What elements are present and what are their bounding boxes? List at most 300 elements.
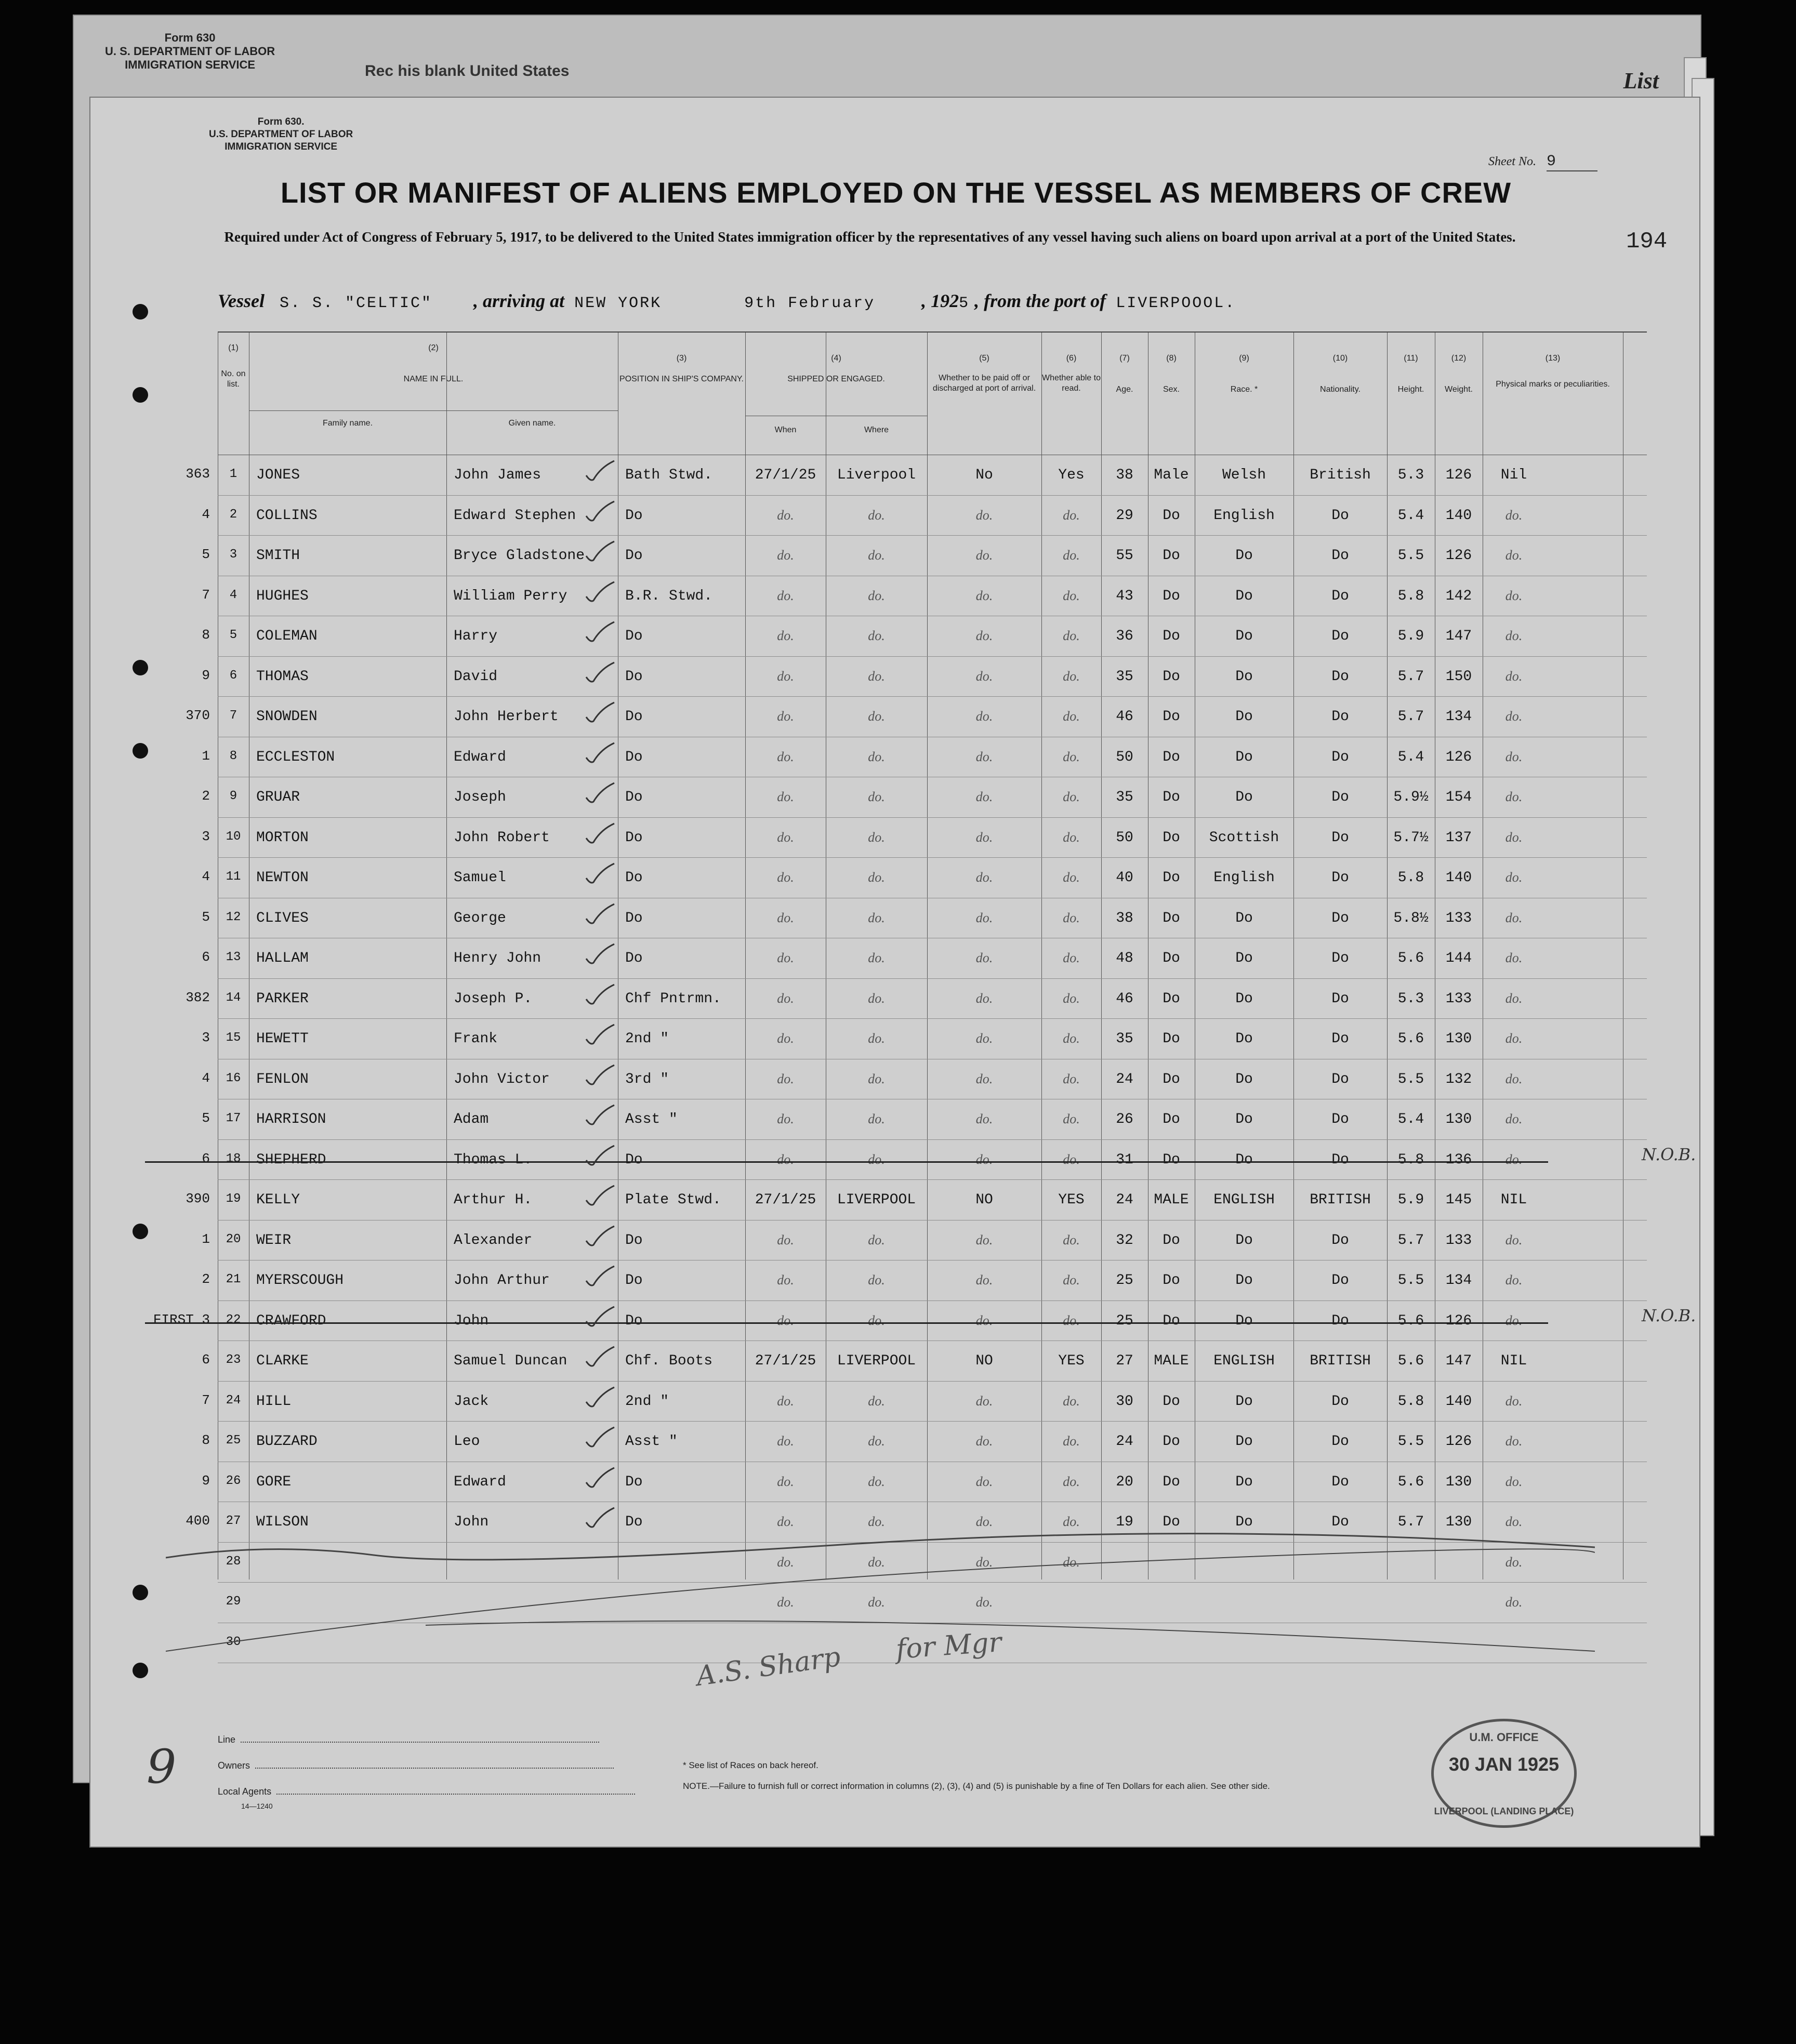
check-mark-icon — [584, 581, 615, 604]
back-form-header — [105, 31, 275, 72]
cell-read: do. — [1063, 668, 1080, 684]
cell-sex: Do — [1163, 1514, 1180, 1530]
header-read — [1041, 353, 1101, 394]
cell-height: 5.8½ — [1393, 910, 1429, 926]
cell-where: do. — [868, 950, 885, 965]
check-mark-icon — [584, 903, 615, 926]
cell-sex: Do — [1163, 990, 1180, 1007]
header-shipped-num: (4) — [831, 354, 841, 363]
cell-no: 15 — [226, 1031, 241, 1045]
cell-read: YES — [1058, 1192, 1085, 1208]
cell-when: 27/1/25 — [755, 1353, 816, 1369]
cell-read: do. — [1063, 588, 1080, 603]
cell-nationality: Do — [1331, 628, 1349, 644]
cell-marks: do. — [1505, 1232, 1523, 1247]
cell-position: Do — [625, 870, 643, 886]
header-sex — [1148, 353, 1195, 395]
cell-height: 5.6 — [1397, 1474, 1424, 1490]
cell-read: do. — [1063, 628, 1080, 643]
margin-number: 8 — [202, 1432, 210, 1448]
signature: A.S. Sharp — [694, 1641, 842, 1693]
margin-number: 6 — [202, 1150, 210, 1166]
cell-where: do. — [868, 588, 885, 603]
row-rule — [218, 535, 1647, 536]
cell-read: do. — [1063, 709, 1080, 724]
cell-race: Do — [1235, 1071, 1253, 1087]
cell-height: 5.9½ — [1393, 789, 1429, 805]
cell-given: Arthur H. — [454, 1192, 533, 1208]
cell-given: John James — [454, 467, 542, 483]
cell-age: 31 — [1116, 1151, 1133, 1168]
cell-paid: do. — [975, 749, 993, 764]
cell-race: Do — [1235, 1312, 1253, 1329]
cell-height: 5.6 — [1397, 1031, 1424, 1047]
cell-age: 25 — [1116, 1312, 1133, 1329]
cell-read: do. — [1063, 1232, 1080, 1247]
cell-position: B.R. Stwd. — [625, 588, 713, 604]
header-when: When — [774, 426, 797, 434]
cell-age: 38 — [1116, 467, 1133, 483]
cell-age: 35 — [1116, 1031, 1133, 1047]
cell-sex: Do — [1163, 749, 1180, 765]
cell-where: do. — [868, 1595, 885, 1610]
cell-read: do. — [1063, 1312, 1080, 1328]
back-form-no: Form 630 — [164, 31, 216, 44]
cell-weight: 130 — [1445, 1031, 1472, 1047]
cell-no: 14 — [226, 990, 241, 1005]
cell-no: 8 — [229, 749, 237, 763]
cell-family: HEWETT — [256, 1031, 309, 1047]
cell-sex: Do — [1163, 910, 1180, 926]
cell-weight: 154 — [1445, 789, 1472, 805]
cell-where: do. — [868, 1111, 885, 1126]
form-code: 14—1240 — [241, 1802, 273, 1810]
cell-race: Do — [1235, 709, 1253, 725]
cell-height: 5.7 — [1397, 709, 1424, 725]
cell-position: Do — [625, 829, 643, 846]
cell-family: SHEPHERD — [256, 1151, 326, 1168]
cell-family: HALLAM — [256, 950, 309, 966]
cell-age: 36 — [1116, 628, 1133, 644]
cell-given: John — [454, 1514, 489, 1530]
cell-read: do. — [1063, 870, 1080, 885]
cell-sex: Do — [1163, 628, 1180, 644]
cell-age: 24 — [1116, 1071, 1133, 1087]
cell-sex: MALE — [1154, 1192, 1189, 1208]
cell-paid: do. — [975, 668, 993, 684]
cell-weight: 137 — [1445, 829, 1472, 846]
cell-height: 5.6 — [1397, 950, 1424, 966]
cell-weight: 126 — [1445, 548, 1472, 564]
cell-no: 19 — [226, 1192, 241, 1206]
date-stamp — [1431, 1719, 1577, 1828]
cell-position: Do — [625, 1151, 643, 1168]
cell-sex: Do — [1163, 789, 1180, 805]
cell-height: 5.7 — [1397, 1514, 1424, 1530]
cell-marks: do. — [1505, 950, 1523, 965]
header-weight-label: Weight. — [1445, 385, 1473, 394]
cell-no: 16 — [226, 1071, 241, 1085]
header-height-num: (11) — [1404, 354, 1418, 363]
cell-race: Do — [1235, 1514, 1253, 1530]
cell-race: Do — [1235, 1474, 1253, 1490]
cell-nationality: Do — [1331, 507, 1349, 524]
cell-when: 27/1/25 — [755, 467, 816, 483]
cell-marks: do. — [1505, 1474, 1523, 1489]
cell-race: Do — [1235, 628, 1253, 644]
cell-race: Do — [1235, 668, 1253, 685]
cell-weight: 126 — [1445, 1434, 1472, 1450]
cell-nationality: Do — [1331, 1272, 1349, 1289]
cell-family: BUZZARD — [256, 1434, 318, 1450]
cell-read: do. — [1063, 829, 1080, 845]
cell-race: ENGLISH — [1213, 1192, 1275, 1208]
cell-nationality: Do — [1331, 1111, 1349, 1127]
cell-paid: do. — [975, 1232, 993, 1247]
check-mark-icon — [584, 500, 615, 523]
cell-nationality: Do — [1331, 1031, 1349, 1047]
cell-no: 9 — [229, 789, 237, 803]
cell-nationality: Do — [1331, 1232, 1349, 1249]
cell-marks: do. — [1505, 507, 1523, 523]
cell-marks: do. — [1505, 1554, 1523, 1570]
cell-no: 13 — [226, 950, 241, 964]
cell-race: Scottish — [1209, 829, 1279, 846]
cell-given: Jack — [454, 1393, 489, 1410]
cell-paid: NO — [975, 1353, 993, 1369]
arrival-date: 9th February — [744, 295, 876, 312]
margin-number: 400 — [186, 1513, 210, 1529]
header-position-label: POSITION IN SHIP'S COMPANY. — [619, 375, 744, 383]
cell-given: John Arthur — [454, 1272, 550, 1289]
void-lines — [166, 1532, 1595, 1740]
cell-given: David — [454, 668, 498, 685]
cell-paid: do. — [975, 1595, 993, 1610]
cell-read: do. — [1063, 1111, 1080, 1126]
check-mark-icon — [584, 1507, 615, 1530]
margin-number: 363 — [186, 466, 210, 482]
row-rule — [218, 1421, 1647, 1422]
cell-nationality: Do — [1331, 990, 1349, 1007]
margin-number: 5 — [202, 909, 210, 925]
cell-when: do. — [777, 1272, 794, 1288]
cell-age: 35 — [1116, 789, 1133, 805]
sheet-label: Sheet No. — [1488, 155, 1536, 168]
header-nationality — [1293, 353, 1387, 395]
vessel-line — [218, 290, 1236, 312]
row-rule — [218, 978, 1647, 979]
margin-number: 5 — [202, 1110, 210, 1126]
cell-when: do. — [777, 1434, 794, 1449]
cell-age: 50 — [1116, 829, 1133, 846]
cell-where: do. — [868, 1312, 885, 1328]
header-rule — [249, 410, 618, 411]
header-marks-num: (13) — [1545, 354, 1561, 363]
margin-number: 3 — [202, 1030, 210, 1045]
cell-race: Welsh — [1222, 467, 1266, 483]
cell-no: 12 — [226, 910, 241, 924]
cell-position: Do — [625, 1312, 643, 1329]
cell-where: do. — [868, 1151, 885, 1167]
cell-weight: 126 — [1445, 467, 1472, 483]
check-mark-icon — [584, 943, 615, 966]
cell-position: Do — [625, 950, 643, 966]
cell-marks: do. — [1505, 1151, 1523, 1167]
cell-weight: 130 — [1445, 1474, 1472, 1490]
cell-marks: NIL — [1500, 1353, 1527, 1369]
cell-where: do. — [868, 829, 885, 845]
cell-race: Do — [1235, 990, 1253, 1007]
header-position-num: (3) — [676, 354, 687, 363]
cell-family: NEWTON — [256, 870, 309, 886]
cell-age: 40 — [1116, 870, 1133, 886]
strike-through — [145, 1161, 1548, 1163]
cell-read: do. — [1063, 1393, 1080, 1409]
cell-read: do. — [1063, 1151, 1080, 1167]
cell-marks: do. — [1505, 910, 1523, 925]
check-mark-icon — [584, 862, 615, 885]
check-mark-icon — [584, 1467, 615, 1490]
cell-read: do. — [1063, 1071, 1080, 1086]
race-note: * See list of Races on back hereof. — [683, 1760, 818, 1770]
cell-where: do. — [868, 1071, 885, 1086]
cell-marks: do. — [1505, 1514, 1523, 1529]
cell-nationality: Do — [1331, 588, 1349, 604]
cell-position: Plate Stwd. — [625, 1192, 721, 1208]
cell-height: 5.8 — [1397, 1151, 1424, 1168]
cell-paid: do. — [975, 1514, 993, 1529]
cell-no: 7 — [229, 709, 237, 723]
cell-paid: do. — [975, 910, 993, 925]
cell-nationality: Do — [1331, 1312, 1349, 1329]
margin-number: 370 — [186, 708, 210, 723]
check-mark-icon — [584, 1024, 615, 1046]
cell-height: 5.5 — [1397, 1434, 1424, 1450]
cell-marks: do. — [1505, 990, 1523, 1006]
cell-no: 30 — [226, 1635, 241, 1649]
cell-race: ENGLISH — [1213, 1353, 1275, 1369]
cell-marks: do. — [1505, 1312, 1523, 1328]
margin-number: 7 — [202, 587, 210, 603]
cell-where: do. — [868, 628, 885, 643]
cell-weight: 133 — [1445, 1232, 1472, 1249]
cell-nationality: Do — [1331, 1393, 1349, 1410]
from-label: , from the port of — [974, 290, 1106, 311]
vessel-name: S. S. "CELTIC" — [280, 295, 433, 312]
cell-read: do. — [1063, 990, 1080, 1006]
cell-when: do. — [777, 588, 794, 603]
cell-when: do. — [777, 910, 794, 925]
cell-family: WILSON — [256, 1514, 309, 1530]
cell-read: YES — [1058, 1353, 1085, 1369]
cell-height: 5.9 — [1397, 1192, 1424, 1208]
cell-given: Joseph P. — [454, 990, 533, 1007]
cell-paid: do. — [975, 1393, 993, 1409]
cell-age: 46 — [1116, 990, 1133, 1007]
cell-no: 18 — [226, 1151, 241, 1166]
cell-nationality: BRITISH — [1310, 1353, 1371, 1369]
column-rule — [446, 333, 447, 1580]
header-family-name: Family name. — [322, 419, 373, 428]
cell-when: do. — [777, 789, 794, 804]
cell-family: PARKER — [256, 990, 309, 1007]
cell-position: Do — [625, 709, 643, 725]
cell-where: do. — [868, 1514, 885, 1529]
cell-given: Edward Stephen — [454, 507, 576, 524]
cell-sex: Do — [1163, 709, 1180, 725]
cell-race: Do — [1235, 1111, 1253, 1127]
cell-position: Do — [625, 749, 643, 765]
cell-paid: do. — [975, 588, 993, 603]
cell-position: Do — [625, 1514, 643, 1530]
cell-no: 25 — [226, 1434, 241, 1448]
cell-marks: do. — [1505, 1272, 1523, 1288]
row-rule — [218, 696, 1647, 697]
cell-height: 5.4 — [1397, 507, 1424, 524]
margin-number: 9 — [202, 667, 210, 683]
cell-no: 6 — [229, 668, 237, 683]
cell-marks: do. — [1505, 668, 1523, 684]
cell-paid: do. — [975, 950, 993, 965]
cell-read: do. — [1063, 910, 1080, 925]
cell-when: do. — [777, 548, 794, 563]
cell-given: Frank — [454, 1031, 498, 1047]
cell-family: SNOWDEN — [256, 709, 318, 725]
cell-no: 3 — [229, 548, 237, 562]
cell-when: do. — [777, 1151, 794, 1167]
year-prefix: , 192 — [921, 290, 959, 311]
cell-height: 5.7 — [1397, 668, 1424, 685]
cell-where: do. — [868, 1474, 885, 1489]
back-text: Rec his blank United States — [365, 62, 570, 79]
cell-position: 3rd " — [625, 1071, 669, 1087]
margin-number: 4 — [202, 506, 210, 522]
cell-age: 50 — [1116, 749, 1133, 765]
check-mark-icon — [584, 1426, 615, 1449]
cell-no: 2 — [229, 507, 237, 522]
cell-age: 24 — [1116, 1192, 1133, 1208]
cell-nationality: BRITISH — [1310, 1192, 1371, 1208]
cell-family: GORE — [256, 1474, 292, 1490]
cell-family: FENLON — [256, 1071, 309, 1087]
cell-weight: 140 — [1445, 507, 1472, 524]
cell-read: do. — [1063, 1514, 1080, 1529]
penalty-note: NOTE.—Failure to furnish full or correct information in columns (2), (3), (4) and (5) is punishable by a fine of Ten Dollars for each alien. See other side. — [683, 1781, 1270, 1791]
cell-family: COLLINS — [256, 507, 318, 524]
cell-no: 27 — [226, 1514, 241, 1528]
cell-marks: do. — [1505, 870, 1523, 885]
cell-where: do. — [868, 548, 885, 563]
cell-position: Bath Stwd. — [625, 467, 713, 483]
cell-paid: do. — [975, 829, 993, 845]
cell-family: HUGHES — [256, 588, 309, 604]
margin-note: N.O.B. — [1642, 1305, 1696, 1325]
cell-family: MYERSCOUGH — [256, 1272, 344, 1289]
cell-given: Joseph — [454, 789, 506, 805]
stamp-top: U.M. OFFICE — [1469, 1731, 1539, 1744]
cell-nationality: Do — [1331, 789, 1349, 805]
cell-sex: Do — [1163, 668, 1180, 685]
cell-sex: Male — [1154, 467, 1189, 483]
cell-when: do. — [777, 1031, 794, 1046]
cell-no: 4 — [229, 588, 237, 602]
cell-given: John Victor — [454, 1071, 550, 1087]
cell-where: LIVERPOOL — [837, 1192, 916, 1208]
header-name-num: (2) — [428, 343, 439, 352]
check-mark-icon — [584, 984, 615, 1006]
row-rule — [218, 656, 1647, 657]
cell-marks: do. — [1505, 789, 1523, 804]
cell-where: do. — [868, 870, 885, 885]
row-rule — [218, 1381, 1647, 1382]
cell-read: do. — [1063, 1434, 1080, 1449]
row-rule — [218, 495, 1647, 496]
header-name-label: NAME IN FULL. — [403, 375, 464, 383]
cell-when: do. — [777, 709, 794, 724]
cell-when: do. — [777, 829, 794, 845]
cell-position: Do — [625, 548, 643, 564]
cell-race: Do — [1235, 1393, 1253, 1410]
header-age-label: Age. — [1116, 385, 1133, 394]
cell-race: English — [1213, 507, 1275, 524]
cell-marks: do. — [1505, 1595, 1523, 1610]
cell-marks: do. — [1505, 548, 1523, 563]
cell-age: 25 — [1116, 1272, 1133, 1289]
cell-position: Do — [625, 668, 643, 685]
cell-no: 1 — [229, 467, 237, 481]
check-mark-icon — [584, 822, 615, 845]
cell-when: do. — [777, 1474, 794, 1489]
cell-marks: do. — [1505, 1111, 1523, 1126]
cell-family: HILL — [256, 1393, 292, 1410]
manifest-sheet — [89, 97, 1700, 1848]
cell-given: John Herbert — [454, 709, 559, 725]
cell-height: 5.5 — [1397, 1071, 1424, 1087]
cell-no: 21 — [226, 1272, 241, 1286]
sheet-number — [1488, 153, 1597, 170]
vessel-label: Vessel — [218, 290, 265, 311]
cell-weight: 136 — [1445, 1151, 1472, 1168]
cell-where: do. — [868, 749, 885, 764]
cell-given: Alexander — [454, 1232, 533, 1249]
cell-sex: Do — [1163, 548, 1180, 564]
cell-given: Samuel Duncan — [454, 1353, 567, 1369]
cell-position: Do — [625, 910, 643, 926]
cell-where: do. — [868, 1434, 885, 1449]
cell-family: CLARKE — [256, 1353, 309, 1369]
punch-hole — [133, 1585, 148, 1600]
cell-sex: Do — [1163, 1474, 1180, 1490]
header-height-label: Height. — [1397, 385, 1424, 394]
cell-family: GRUAR — [256, 789, 300, 805]
cell-position: Do — [625, 1232, 643, 1249]
cell-given: George — [454, 910, 506, 926]
cell-marks: do. — [1505, 588, 1523, 603]
margin-number: 382 — [186, 989, 210, 1005]
cell-marks: do. — [1505, 709, 1523, 724]
margin-number: 6 — [202, 949, 210, 965]
punch-hole — [133, 1224, 148, 1239]
cell-race: Do — [1235, 910, 1253, 926]
cell-marks: do. — [1505, 1031, 1523, 1046]
cell-position: Chf Pntrmn. — [625, 990, 721, 1007]
check-mark-icon — [584, 460, 615, 483]
cell-family: THOMAS — [256, 668, 309, 685]
header-read-label: Whether able to read. — [1042, 374, 1101, 393]
cell-when: do. — [777, 1393, 794, 1409]
cell-position: Asst " — [625, 1111, 678, 1127]
cell-read: do. — [1063, 548, 1080, 563]
